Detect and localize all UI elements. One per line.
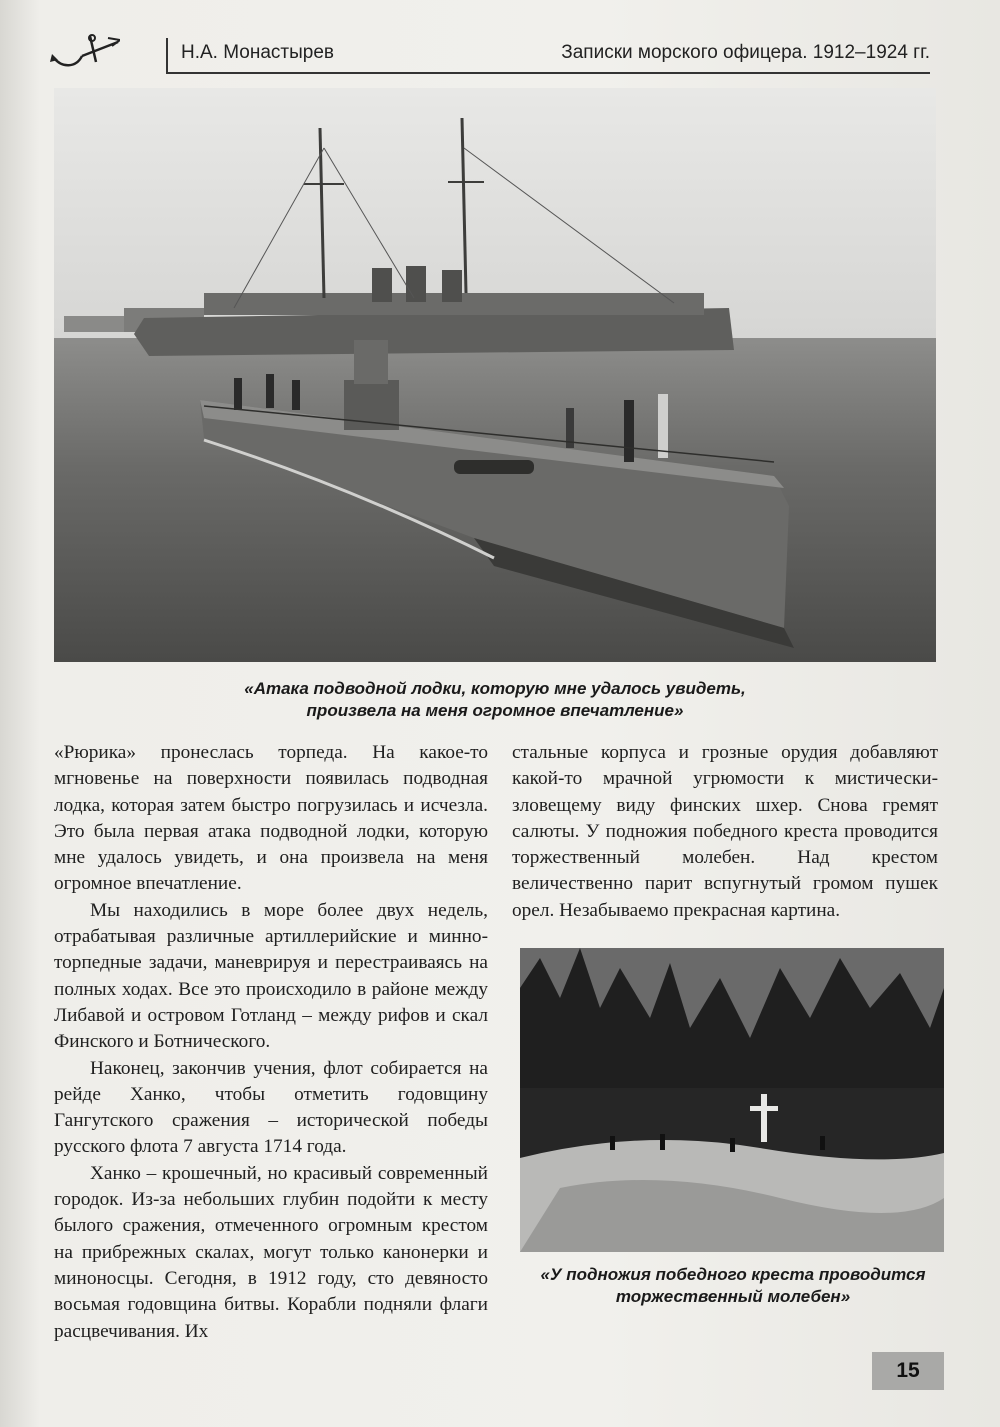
- header-book-title: Записки морского офицера. 1912–1924 гг.: [561, 42, 930, 63]
- paragraph: Ханко – крошечный, но красивый современный городок. Из-за небольших глубин подойти к месту былого сражения, отмеченного огромным крестом на прибрежных скалах, могут только канонерки и миноносцы. Сегодня, в 1912 году, сто девяносто восьмая годовщина битвы. Корабли подняли флаги расцвечивания. Их: [54, 1162, 488, 1342]
- paragraph: Наконец, закончив учения, флот собирается на рейде Ханко, чтобы отметить годовщину Гангутского сражения – исторической победы русского флота 7 августа 1714 года.: [54, 1057, 488, 1158]
- paragraph: Мы находились в море более двух недель, отрабатывая различные артиллерийские и минно-торпедные задачи, маневрируя и перестраиваясь на полных ходах. Все это происходило в районе между Либавой и островом Готланд – между рифов и скал Финского и Ботнического.: [54, 899, 488, 1053]
- top-photo-caption: [54, 678, 936, 722]
- bottom-photo-caption: [516, 1264, 950, 1308]
- body-text-left-column: [54, 740, 488, 1345]
- top-caption-line-2: произвела на меня огромное впечатление»: [306, 701, 684, 720]
- paragraph: стальные корпуса и грозные орудия добавляют какой-то мрачной угрюмости к мистически-зловещему виду финских шхер. Снова гремят салюты. У подножия победного креста проводится торжественный молебен. Над крестом величественно парит вспугнутый громом пушек орел. Незабываемо прекрасная картина.: [512, 742, 938, 921]
- anchor-icon: [48, 32, 120, 72]
- running-header: [48, 30, 940, 78]
- body-text-right-column: [512, 740, 938, 924]
- paragraph: «Рюрика» пронеслась торпеда. На какое-то мгновенье на поверхности появилась подводная лодка, которая затем быстро погрузилась и исчезла. Это была первая атака подводной лодки, которую мне удалось увидеть, и она произвела на меня огромное впечатление.: [54, 742, 488, 895]
- forest-cross-photo: [520, 948, 944, 1252]
- header-rule: [166, 72, 930, 74]
- bottom-caption-line-2: торжественный молебен»: [615, 1287, 851, 1306]
- page-number: 15: [872, 1352, 944, 1390]
- top-caption-line-1: «Атака подводной лодки, которую мне удалось увидеть,: [244, 679, 746, 698]
- submarine-and-cruiser-photo: [54, 88, 936, 662]
- header-author: Н.А. Монастырев: [181, 42, 334, 63]
- bottom-caption-line-1: «У подножия победного креста проводится: [540, 1265, 926, 1284]
- header-divider: [166, 38, 168, 72]
